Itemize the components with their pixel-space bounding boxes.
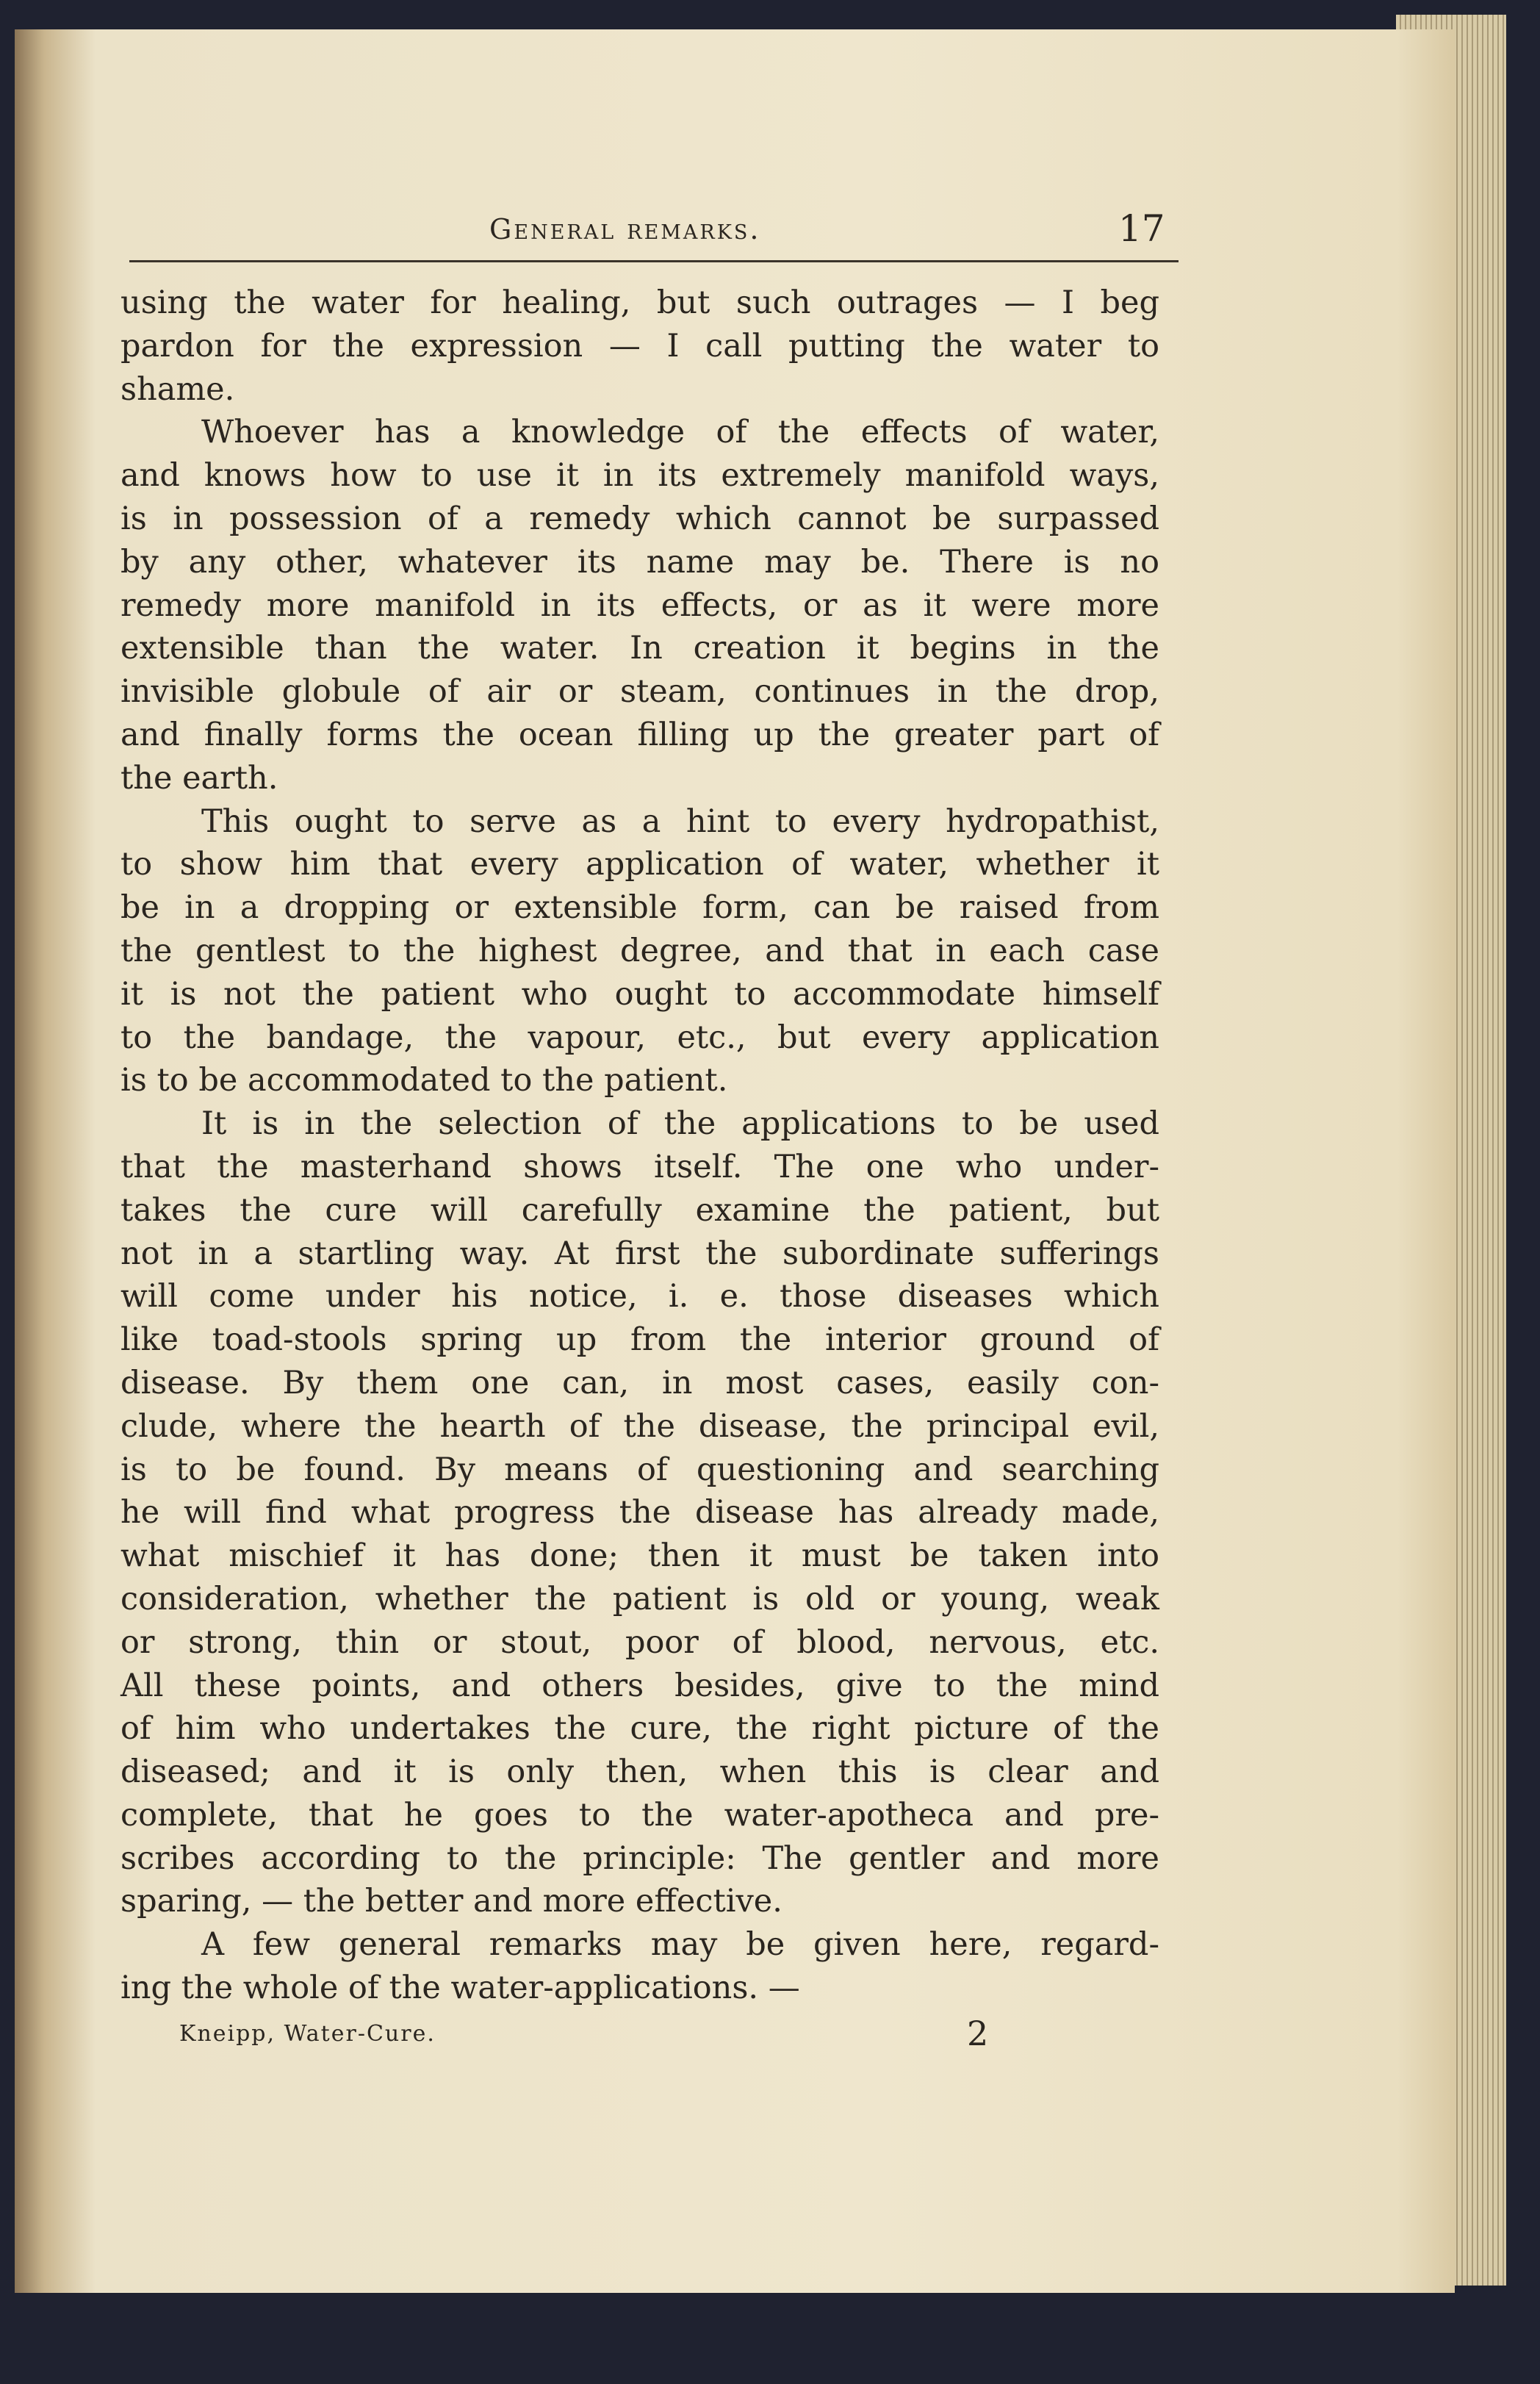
text-line: diseased; and it is only then, when this is clear and: [120, 1753, 1159, 1791]
text-line: and knows how to use it in its extremely manifold ways,: [120, 457, 1159, 495]
page-header: [129, 207, 1179, 257]
text-line: Whoever has a knowledge of the effects of water,: [201, 414, 1159, 451]
text-line: like toad-stools spring up from the interior ground of: [120, 1321, 1159, 1359]
text-line: to show him that every application of water, whether it: [120, 846, 1159, 883]
header-rule: [129, 260, 1179, 262]
text-line: by any other, whatever its name may be. There is no: [120, 543, 1159, 581]
text-line: complete, that he goes to the water-apotheca and pre-: [120, 1796, 1159, 1834]
text-line: will come under his notice, i. e. those diseases which: [120, 1278, 1159, 1315]
signature-mark: Kneipp, Water-Cure.: [179, 2021, 436, 2047]
text-line: extensible than the water. In creation it begins in the: [120, 630, 1159, 667]
text-line: ing the whole of the water-applications. —: [120, 1970, 800, 2007]
text-line: clude, where the hearth of the disease, the principal evil,: [120, 1407, 1159, 1445]
text-line: the earth.: [120, 759, 278, 797]
text-line: be in a dropping or extensible form, can be raised from: [120, 889, 1159, 927]
text-line: he will find what progress the disease has already made,: [120, 1494, 1159, 1532]
text-line: not in a startling way. At first the subordinate sufferings: [120, 1235, 1159, 1272]
text-line: is to be found. By means of questioning and searching: [120, 1451, 1159, 1488]
text-line: to the bandage, the vapour, etc., but every application: [120, 1019, 1159, 1056]
text-line: it is not the patient who ought to accommodate himself: [120, 975, 1159, 1013]
text-line: disease. By them one can, in most cases, easily con-: [120, 1364, 1159, 1401]
text-line: that the masterhand shows itself. The one who under-: [120, 1148, 1159, 1185]
text-line: the gentlest to the highest degree, and that in each case: [120, 932, 1159, 969]
text-line: is to be accommodated to the patient.: [120, 1062, 728, 1099]
text-line: of him who undertakes the cure, the right picture of the: [120, 1710, 1159, 1748]
page-number: 17: [1118, 207, 1165, 250]
text-line: It is in the selection of the applications to be used: [201, 1105, 1159, 1143]
text-line: invisible globule of air or steam, continues in the drop,: [120, 673, 1159, 711]
text-line: what mischief it has done; then it must be taken into: [120, 1537, 1159, 1575]
text-line: sparing, — the better and more effective.: [120, 1883, 782, 1920]
page-footer: [179, 2014, 989, 2053]
text-line: scribes according to the principle: The gentler and more: [120, 1839, 1159, 1877]
running-title: General remarks.: [489, 213, 761, 245]
text-line: A few general remarks may be given here, regard-: [201, 1926, 1159, 1964]
text-line: shame.: [120, 370, 235, 408]
text-line: and finally forms the ocean filling up the greater part of: [120, 716, 1159, 753]
text-line: This ought to serve as a hint to every hydropathist,: [201, 803, 1159, 840]
text-line: pardon for the expression — I call putting the water to: [120, 327, 1159, 365]
text-line: All these points, and others besides, give to the mind: [120, 1667, 1159, 1704]
text-line: is in possession of a remedy which cannot be surpassed: [120, 500, 1159, 537]
text-line: using the water for healing, but such outrages — I beg: [120, 284, 1159, 321]
body-text: [120, 281, 1159, 2010]
text-line: consideration, whether the patient is old or young, weak: [120, 1580, 1159, 1618]
text-line: takes the cure will carefully examine the patient, but: [120, 1191, 1159, 1229]
text-line: remedy more manifold in its effects, or as it were more: [120, 586, 1159, 624]
text-line: or strong, thin or stout, poor of blood, nervous, etc.: [120, 1623, 1159, 1661]
sheet-number: 2: [967, 2014, 989, 2053]
